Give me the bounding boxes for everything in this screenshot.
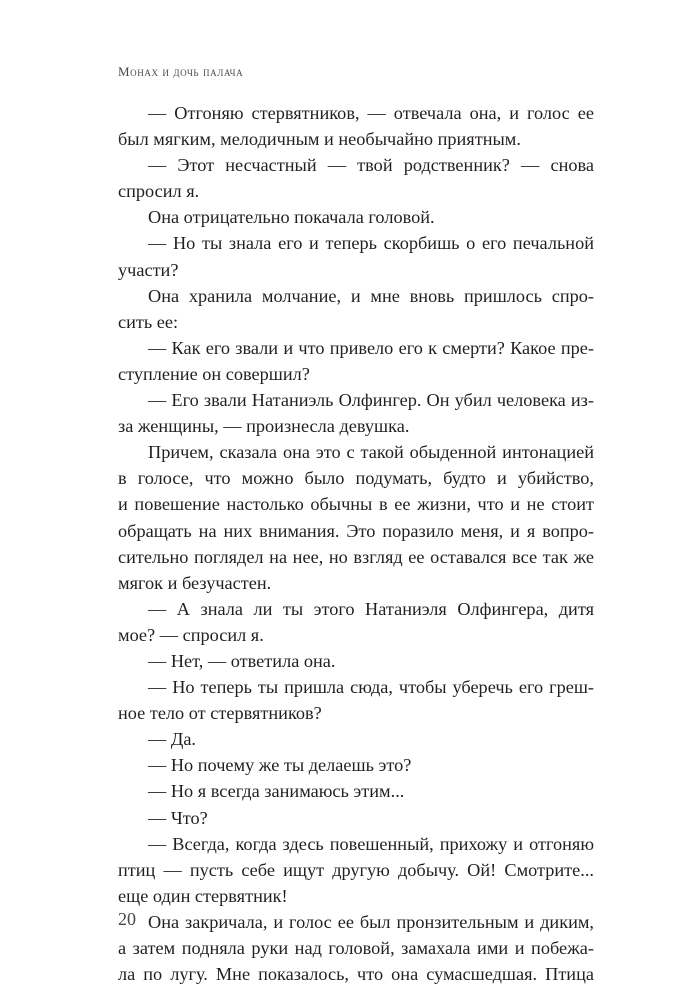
text-line: мое? — спросил я. bbox=[118, 624, 264, 645]
text-line: — Всегда, когда здесь повешенный, прихожу и отгоняю bbox=[148, 833, 594, 854]
text-line: — Но почему же ты делаешь это? bbox=[148, 755, 412, 776]
text-line: ла по лугу. Мне показалось, что она сумасшедшая. Птица bbox=[118, 964, 594, 985]
text-line: за женщины, — произнесла девушка. bbox=[118, 416, 410, 437]
text-line: Она хранила молчание, и мне вновь пришлось спро- bbox=[148, 285, 594, 306]
text-line: — Что? bbox=[148, 807, 208, 828]
text-line: Она отрицательно покачала головой. bbox=[148, 207, 435, 228]
text-line: — Но теперь ты пришла сюда, чтобы уберечь его греш- bbox=[148, 677, 594, 698]
text-line: Причем, сказала она это с такой обыденной интонацией bbox=[148, 442, 594, 463]
text-line: еще один стервятник! bbox=[118, 885, 288, 906]
text-line: Она закричала, и голос ее был пронзительным и диким, bbox=[148, 911, 594, 932]
text-line: птиц — пусть себе ищут другую добычу. Ой! Смотрите... bbox=[118, 859, 594, 880]
running-head: Монах и дочь палача bbox=[118, 64, 244, 79]
text-line: — Но ты знала его и теперь скорбишь о его печальной bbox=[148, 233, 594, 254]
text-line: спросил я. bbox=[118, 181, 200, 202]
text-line: ное тело от стервятников? bbox=[118, 703, 322, 724]
page-number: 20 bbox=[118, 909, 136, 929]
text-line: мягок и безучастен. bbox=[118, 572, 272, 593]
text-line: — Да. bbox=[148, 729, 197, 750]
text-line: а затем подняла руки над головой, замахала ими и побежа- bbox=[118, 938, 594, 958]
text-line: — Его звали Натаниэль Олфингер. Он убил человека из- bbox=[148, 390, 594, 411]
text-line: ступление он совершил? bbox=[118, 363, 310, 384]
text-line: в голосе, что можно было подумать, будто и убийство, bbox=[118, 468, 594, 489]
text-line: сить ее: bbox=[118, 311, 179, 332]
text-line: — Этот несчастный — твой родственник? — снова bbox=[148, 155, 594, 176]
body-text bbox=[118, 100, 594, 987]
text-line: — Как его звали и что привело его к смерти? Какое пре- bbox=[148, 337, 594, 358]
text-line: сительно поглядел на нее, но взгляд ее оставался все так же bbox=[118, 546, 594, 567]
text-line: — Отгоняю стервятников, — отвечала она, и голос ее bbox=[148, 103, 594, 123]
text-line: — А знала ли ты этого Натаниэля Олфингера, дитя bbox=[148, 598, 594, 619]
text-line: участи? bbox=[118, 259, 179, 280]
text-line: — Нет, — ответила она. bbox=[148, 650, 336, 671]
text-line: обращать на них внимания. Это поразило меня, и я вопро- bbox=[118, 520, 594, 541]
text-line: был мягким, мелодичным и необычайно приятным. bbox=[118, 129, 521, 150]
text-line: и повешение настолько обычны в ее жизни, что и не стоит bbox=[118, 494, 594, 515]
text-line: — Но я всегда занимаюсь этим... bbox=[148, 781, 405, 802]
